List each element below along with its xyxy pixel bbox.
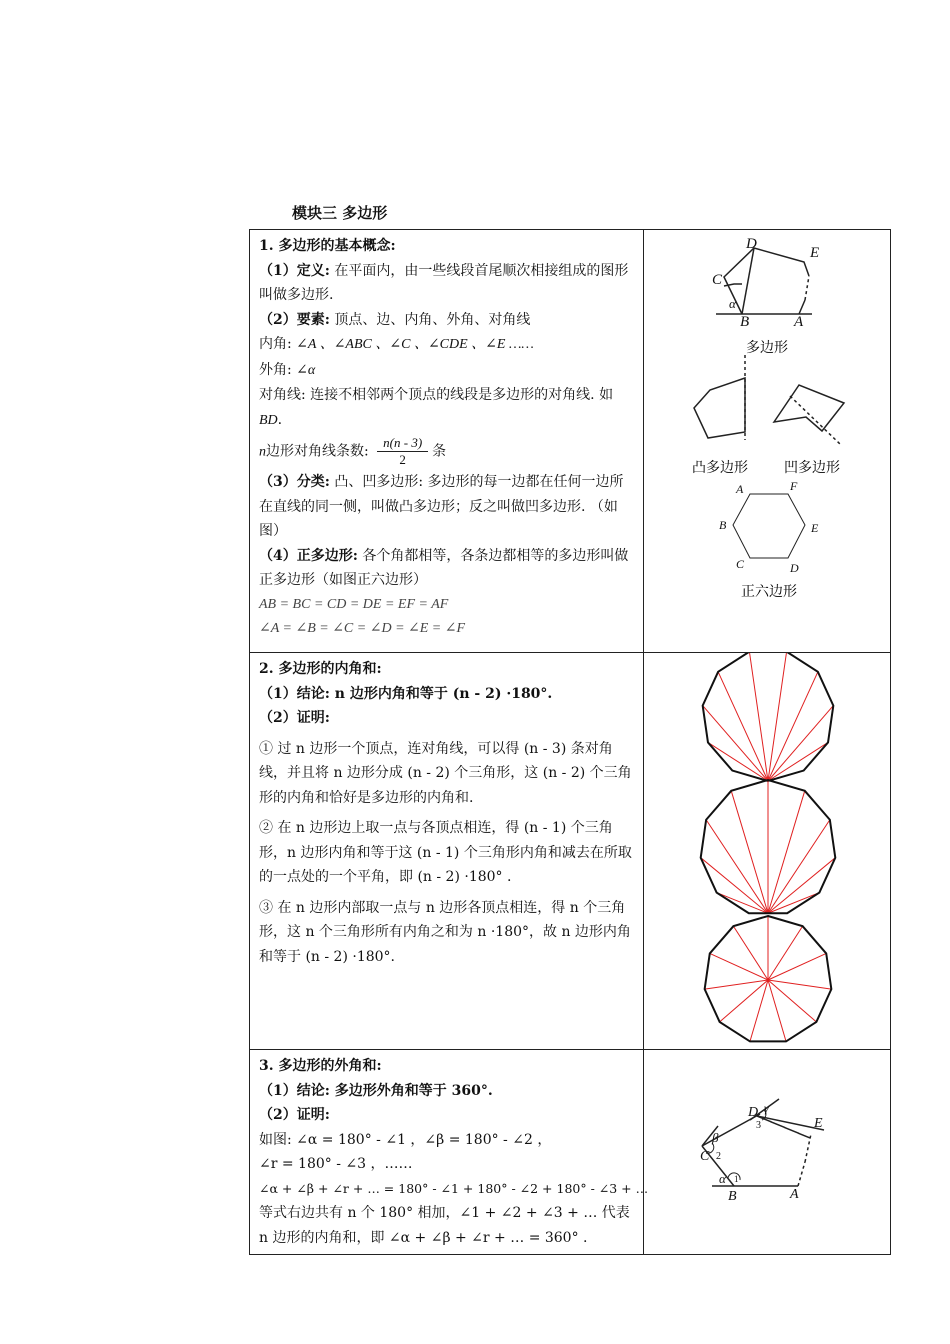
vertex-diagonal — [768, 706, 833, 781]
undecagon-vertex-split — [703, 653, 834, 781]
s2-proof-2: ② 在 n 边形边上取一点与各顶点相连，得 (n - 1) 个三角形，n 边形内角和等于这 (n - 1) 个三角形内角和减去在所取的一点处的一个平角，即 (n - 2) ·180° . — [259, 820, 632, 885]
content-table — [249, 229, 891, 1255]
s3-line-4: 等式右边共有 n 个 180° 相加，∠1 + ∠2 + ∠3 + … 代表 n 边形的内角和，即 ∠α + ∠β + ∠r + … = 360° . — [259, 1205, 630, 1246]
s1-def-label: （1）定义: — [259, 262, 330, 279]
ext-label-beta: β — [712, 1130, 719, 1145]
edge-point-segment — [768, 820, 830, 913]
s1-diag-text: 对角线: 连接不相邻两个顶点的线段是多边形的对角线. 如 — [259, 387, 614, 403]
s2-proof-1: ① 过 n 边形一个顶点，连对角线，可以得 (n - 3) 条对角线，并且将 n 边形分成 (n - 2) 个三角形，这 (n - 2) 个三角形的内角和恰好是多边形的内角和. — [259, 740, 632, 806]
module-title: 模块三 多边形 — [292, 204, 388, 222]
s1-elem-label: （2）要素: — [259, 311, 330, 328]
interior-point-segment — [768, 980, 786, 1041]
s2-proof-label: （2）证明: — [259, 710, 330, 726]
s3-line-1: 如图: ∠α = 180° - ∠1 ，∠β = 180° - ∠2 ， — [259, 1131, 552, 1148]
s3-heading: 3. 多边形的外角和: — [259, 1058, 382, 1074]
hex-label-d: D — [790, 561, 799, 575]
ext-label-d: D — [748, 1105, 759, 1120]
pent-label-c: C — [712, 272, 723, 288]
ext-label-b: B — [728, 1189, 737, 1204]
frac-num: n(n - 3) — [377, 435, 428, 452]
ext-label-gamma: γ — [764, 1101, 769, 1115]
hex-label-f: F — [790, 479, 798, 493]
edge-point-segment — [768, 791, 805, 913]
section2-text-cell — [250, 653, 644, 1050]
ext-label-1: 1 — [734, 1174, 739, 1184]
vertex-diagonal — [703, 706, 768, 781]
pent-label-alpha: α — [729, 296, 736, 311]
hex-label-c: C — [736, 557, 745, 571]
ext-label-c: C — [700, 1149, 710, 1164]
section-basic-concepts — [250, 230, 891, 653]
s2-concl-text: n 边形内角和等于 (n - 2) ·180°. — [329, 685, 553, 702]
exterior-angle-figure — [644, 1050, 891, 1250]
s3-proof-label: （2）证明: — [259, 1107, 330, 1123]
s1-heading: 1. 多边形的基本概念: — [259, 238, 396, 254]
s1-inner-val: ∠A 、∠ABC 、∠C 、∠CDE 、∠E …… — [296, 337, 534, 352]
section2-figure-cell — [644, 653, 891, 1050]
hex-label-e: E — [811, 521, 819, 535]
edge-point-segment — [731, 791, 768, 913]
section-exterior-angle-sum — [250, 1050, 891, 1255]
section3-text-cell — [250, 1050, 649, 1255]
hex-label-b: B — [719, 518, 727, 532]
hex-label-a: A — [736, 482, 744, 496]
section1-figure-cell — [644, 230, 891, 653]
s1-diag-val: BD — [259, 412, 278, 428]
s1-n: n — [259, 444, 266, 460]
ext-label-a: A — [790, 1187, 799, 1202]
regular-hexagon — [733, 494, 805, 558]
s1-count-unit: 条 — [432, 443, 447, 460]
pent-label-d: D — [746, 236, 757, 252]
ext-label-e: E — [814, 1116, 823, 1131]
s1-diag-end: . — [277, 411, 283, 428]
concave-polygon — [774, 385, 844, 444]
s3-concl-label: （1）结论: — [259, 1082, 330, 1099]
section-interior-angle-sum — [250, 653, 891, 1050]
s1-outer-label: 外角: — [259, 361, 292, 378]
s3-concl-text: 多边形外角和等于 360°. — [329, 1082, 493, 1099]
convex-polygon — [694, 355, 745, 440]
s1-def-text: 在平面内，由一些线段首尾顺次相接组成的图形叫做多边形. — [259, 262, 629, 303]
s1-inner-label: 内角: — [259, 336, 292, 352]
section2-figures — [644, 653, 891, 1045]
pent-label-b: B — [740, 314, 750, 330]
s1-elem-text: 顶点、边、内角、外角、对角线 — [329, 311, 531, 328]
hexagon-caption: 正六边形 — [741, 585, 797, 600]
ext-label-alpha: α — [719, 1171, 726, 1186]
s1-reg-text: 各个角都相等，各条边都相等的多边形叫做正多边形（如图正六边形） — [259, 547, 629, 588]
section3-figure-cell — [644, 1050, 891, 1255]
polygon-caption: 多边形 — [746, 341, 788, 356]
s2-proof-3: ③ 在 n 边形内部取一点与 n 边形各顶点相连，得 n 个三角形，这 n 个三角形所有内角之和为 n ·180°，故 n 边形内角和等于 (n - 2) ·180°. — [259, 899, 631, 965]
ext-label-3: 3 — [756, 1120, 761, 1131]
concave-caption: 凹多边形 — [784, 461, 840, 476]
s1-class-text: 凸、凹多边形: 多边形的每一边都在任何一边所在直线的同一侧，叫做凸多边形；反之叫做凹多边形. （如图） — [259, 474, 624, 539]
s1-reg-label: （4）正多边形: — [259, 547, 358, 564]
diagonal-count-fraction — [377, 435, 428, 468]
s1-eq2: ∠A = ∠B = ∠C = ∠D = ∠E = ∠F — [259, 621, 466, 636]
s1-class-label: （3）分类: — [259, 474, 330, 490]
section1-figures — [644, 230, 891, 648]
section1-text-cell — [250, 230, 644, 653]
frac-den: 2 — [399, 452, 406, 467]
convex-caption: 凸多边形 — [692, 461, 748, 476]
s2-heading: 2. 多边形的内角和: — [259, 661, 382, 677]
s1-count-text: 边形对角线条数: — [266, 443, 369, 460]
s3-line-3: ∠α + ∠β + ∠r + … = 180° - ∠1 + 180° - ∠2 + 180° - ∠3 + … — [259, 1180, 649, 1196]
pent-label-e: E — [810, 245, 820, 261]
pent-label-a: A — [794, 314, 804, 330]
edge-point-segment — [706, 820, 768, 913]
ext-label-2: 2 — [716, 1151, 721, 1162]
s2-concl-label: （1）结论: — [259, 685, 330, 702]
s1-eq1: AB = BC = CD = DE = EF = AF — [259, 596, 449, 612]
s1-outer-val: ∠α — [296, 362, 316, 378]
s3-line-2: ∠r = 180° - ∠3 ，…… — [259, 1156, 413, 1172]
interior-point-segment — [750, 980, 768, 1041]
